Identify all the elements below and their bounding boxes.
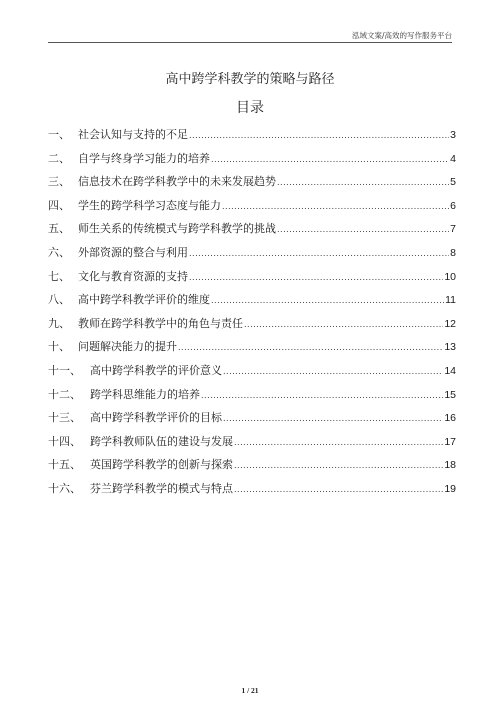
toc-entry-page: 19 bbox=[444, 482, 456, 495]
toc-entry-number: 十一、 bbox=[48, 363, 81, 377]
toc-entry-page: 4 bbox=[450, 152, 456, 165]
toc-entry-number: 十、 bbox=[48, 340, 70, 354]
toc-entry-title: 英国跨学科教学的创新与探索 bbox=[90, 458, 233, 472]
toc-entry-number: 一、 bbox=[48, 128, 70, 141]
toc-entry[interactable] bbox=[48, 270, 456, 294]
toc-entry-number: 十二、 bbox=[48, 387, 81, 401]
toc-entry-title: 自学与终身学习能力的培养 bbox=[78, 151, 210, 165]
toc-entry-number: 八、 bbox=[48, 293, 70, 307]
toc-entry-page: 7 bbox=[450, 223, 456, 236]
toc-entry-number: 四、 bbox=[48, 198, 70, 212]
toc-entry-title: 教师在跨学科教学中的角色与责任 bbox=[78, 316, 243, 330]
toc-entry-number: 二、 bbox=[48, 151, 70, 165]
toc-leader-dots bbox=[277, 223, 449, 237]
toc-leader-dots bbox=[189, 247, 449, 261]
toc-entry-title: 外部资源的整合与利用 bbox=[78, 245, 188, 259]
toc-leader-dots bbox=[223, 365, 443, 379]
toc-entry-title: 高中跨学科教学评价的目标 bbox=[90, 411, 222, 425]
toc-leader-dots bbox=[234, 436, 443, 450]
toc-entry[interactable] bbox=[48, 482, 456, 506]
toc-leader-dots bbox=[189, 271, 443, 285]
toc-entry[interactable] bbox=[48, 152, 456, 176]
toc-entry-title: 高中跨学科教学评价的维度 bbox=[78, 293, 210, 307]
toc-entry-title: 跨学科思维能力的培养 bbox=[90, 387, 200, 401]
toc-entry-page: 5 bbox=[450, 176, 456, 189]
toc-entry[interactable] bbox=[48, 128, 456, 152]
toc-leader-dots bbox=[234, 483, 443, 497]
toc-leader-dots bbox=[234, 459, 443, 473]
toc-entry-page: 18 bbox=[444, 459, 456, 472]
toc-leader-dots bbox=[211, 294, 444, 308]
toc-heading: 目录 bbox=[236, 100, 264, 116]
toc-entry-page: 14 bbox=[444, 364, 456, 377]
toc-entry-title: 问题解决能力的提升 bbox=[78, 340, 177, 354]
toc-entry-title: 文化与教育资源的支持 bbox=[78, 269, 188, 283]
toc-entry-title: 社会认知与支持的不足 bbox=[78, 128, 188, 141]
toc-entry[interactable] bbox=[48, 222, 456, 246]
toc-entry-page: 10 bbox=[444, 270, 456, 283]
toc-leader-dots bbox=[277, 176, 449, 190]
page-number: 1 / 21 bbox=[241, 686, 259, 695]
toc-entry-page: 16 bbox=[444, 412, 456, 425]
toc-entry-title: 跨学科教师队伍的建设与发展 bbox=[90, 434, 233, 448]
toc-entry[interactable] bbox=[48, 458, 456, 482]
toc-entry[interactable] bbox=[48, 411, 456, 435]
toc-entry[interactable] bbox=[48, 199, 456, 223]
toc-entry-page: 6 bbox=[450, 199, 456, 212]
toc-entry-number: 七、 bbox=[48, 269, 70, 283]
toc-leader-dots bbox=[244, 318, 443, 332]
toc-entry-title: 高中跨学科教学的评价意义 bbox=[90, 363, 222, 377]
toc-leader-dots bbox=[178, 341, 443, 355]
toc-entry[interactable] bbox=[48, 340, 456, 364]
toc-entry[interactable] bbox=[48, 388, 456, 412]
toc-leader-dots bbox=[223, 412, 443, 426]
toc-leader-dots bbox=[201, 389, 443, 403]
toc-entry-page: 3 bbox=[450, 129, 456, 141]
toc-entry-title: 芬兰跨学科教学的模式与特点 bbox=[90, 481, 233, 495]
table-of-contents bbox=[48, 128, 456, 506]
toc-entry-page: 13 bbox=[444, 341, 456, 354]
toc-entry-page: 11 bbox=[445, 294, 456, 307]
toc-entry-title: 学生的跨学科学习态度与能力 bbox=[78, 198, 221, 212]
toc-entry-page: 15 bbox=[444, 388, 456, 401]
toc-entry-number: 十六、 bbox=[48, 481, 81, 495]
toc-entry-title: 信息技术在跨学科教学中的未来发展趋势 bbox=[78, 175, 276, 189]
toc-leader-dots bbox=[189, 129, 449, 143]
toc-entry-number: 五、 bbox=[48, 222, 70, 236]
toc-entry[interactable] bbox=[48, 364, 456, 388]
document-title: 高中跨学科教学的策略与路径 bbox=[165, 72, 335, 87]
toc-entry[interactable] bbox=[48, 175, 456, 199]
toc-entry-page: 12 bbox=[444, 317, 456, 330]
toc-entry-page: 8 bbox=[450, 246, 456, 259]
toc-entry-number: 十四、 bbox=[48, 434, 81, 448]
toc-leader-dots bbox=[211, 153, 449, 167]
toc-entry[interactable] bbox=[48, 435, 456, 459]
toc-entry-title: 师生关系的传统模式与跨学科教学的挑战 bbox=[78, 222, 276, 236]
toc-entry-number: 六、 bbox=[48, 245, 70, 259]
toc-entry[interactable] bbox=[48, 317, 456, 341]
toc-entry[interactable] bbox=[48, 246, 456, 270]
header-text: 泓域文案/高效的写作服务平台 bbox=[351, 31, 452, 40]
toc-entry-number: 九、 bbox=[48, 316, 70, 330]
toc-entry[interactable] bbox=[48, 293, 456, 317]
header-divider bbox=[48, 42, 452, 43]
toc-entry-number: 十三、 bbox=[48, 411, 81, 425]
toc-leader-dots bbox=[222, 200, 449, 214]
toc-entry-page: 17 bbox=[444, 435, 456, 448]
toc-entry-number: 十五、 bbox=[48, 458, 81, 472]
toc-entry-number: 三、 bbox=[48, 175, 70, 189]
